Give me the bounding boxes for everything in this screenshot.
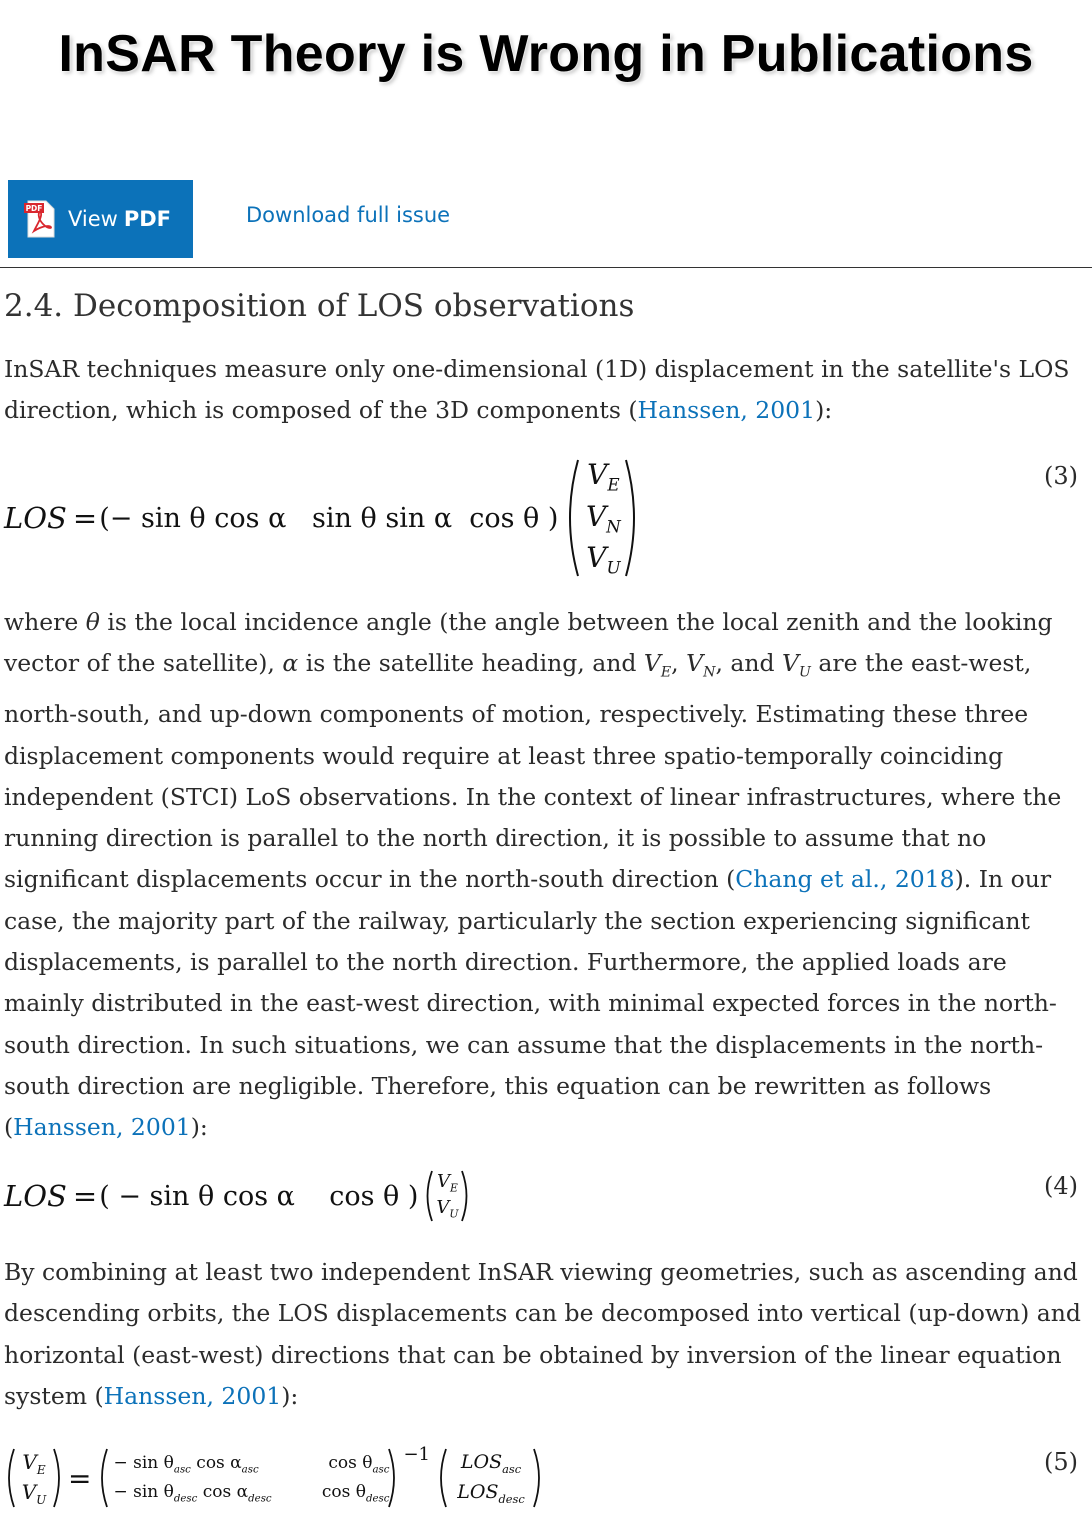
eq5-r2c: cos θ [321,1482,366,1503]
p2-vu: V [782,649,800,678]
eq3-vn-sub: N [606,516,621,537]
eq5-equals: = [68,1461,92,1495]
p2-sep1: , [671,649,687,678]
p1-end: ): [815,396,833,425]
p2-b: is the local incidence angle (the angle between the local zenith and the looking vector of the satellite), [4,608,1053,678]
eq5-los-asc: LOS [460,1450,503,1473]
eq5-r2a-sub: desc [173,1493,198,1505]
eq5-ve-sub: E [36,1462,46,1477]
eq3-ve-sub: E [607,474,620,495]
paragraph-3 [4,1252,1084,1417]
eq3-vu: V [586,541,607,575]
eq5-r1b: cos α [190,1453,242,1474]
p2-a: where [4,608,86,636]
eq3-vu-sub: U [606,557,621,578]
p2-theta: θ [85,608,100,636]
citation-chang-2018[interactable]: Chang et al., 2018 [735,865,955,894]
citation-hanssen-2001[interactable]: Hanssen, 2001 [637,396,816,425]
eq5-r2b: cos α [197,1482,249,1503]
section-title: 2.4. Decomposition of LOS observations [4,288,635,324]
p2-sep2: , and [715,649,783,678]
p2-vu-sub: U [799,664,811,681]
eq4-equals: = [72,1179,98,1213]
view-label: View [68,207,118,231]
eq4-row-vector: ( − sin θ cos α cos θ ) [99,1180,419,1212]
equation-3 [4,456,672,580]
eq3-ve: V [587,458,608,492]
p2-vn-sub: N [703,664,716,681]
eq5-r2a: − sin θ [113,1482,174,1503]
eq4-ve: V [436,1171,450,1193]
eq5-r1a-sub: asc [173,1464,191,1476]
pdf-label: PDF [123,207,172,231]
eq4-column-vector [422,1168,472,1224]
paragraph-2 [4,602,1084,1149]
banner-title: InSAR Theory is Wrong in Publications [58,25,1034,83]
view-pdf-button[interactable] [8,180,193,258]
eq5-lhs-vector [4,1446,64,1510]
p2-d: are the east-west, north-south, and up-down components of motion, respectively. Estimating these three displacement components would require at least three spatio-temporally coinciding independent (STCI) LoS observations. In the context of linear infrastructures, where the running direction is parallel to the north direction, it is possible to assume that no significant displacements occur in the north-south direction ( [4,649,1062,894]
eq5-los-desc: LOS [457,1480,499,1503]
eq4-vu: V [436,1197,450,1219]
eq5-los-asc-sub: asc [502,1461,522,1476]
p2-f: ): [190,1113,208,1142]
p2-vn: V [686,649,704,678]
pdf-icon-text: PDF [25,204,43,213]
p3-text: By combining at least two independent InSAR viewing geometries, such as ascending and descending orbits, the LOS displacements can be decomposed into vertical (up-down) and horizontal (east-west) directions that can be obtained by inversion of the linear equation system ( [4,1258,1081,1410]
equation-3-number: (3) [1044,462,1078,490]
eq3-vn: V [585,499,607,533]
p3-end: ): [281,1381,299,1410]
p2-c: is the satellite heading, and [298,649,644,678]
p1-text: InSAR techniques measure only one-dimensional (1D) displacement in the satellite's LOS direction, which is composed of the 3D components ( [4,355,1070,425]
eq3-equals: = [72,501,98,535]
divider [0,267,1092,268]
eq5-r1c-sub: asc [372,1464,390,1476]
equation-4-number: (4) [1044,1172,1078,1200]
eq5-vu: V [21,1479,37,1504]
eq5-r2b-sub: desc [248,1493,272,1505]
eq3-column-vector [562,456,672,580]
p2-alpha: α [282,649,299,678]
eq5-r1c: cos θ [328,1453,373,1474]
eq5-matrix [95,1446,401,1510]
equation-4 [4,1168,472,1224]
eq4-vu-sub: U [449,1207,459,1221]
equation-5-number: (5) [1044,1448,1078,1476]
download-full-issue-link[interactable]: Download full issue [246,203,451,227]
eq4-lhs: LOS [4,1179,67,1213]
equation-5 [4,1446,546,1510]
p2-ve-sub: E [660,664,672,681]
eq3-lhs: LOS [4,501,67,535]
paragraph-1 [4,349,1084,432]
eq5-r2c-sub: desc [365,1493,390,1505]
citation-hanssen-2001-b[interactable]: Hanssen, 2001 [13,1113,191,1142]
eq5-vu-sub: U [36,1492,47,1507]
eq5-exponent: −1 [403,1444,431,1465]
eq3-row-vector: (− sin θ cos α sin θ sin α cos θ ) [99,502,559,534]
eq5-los-vector [434,1446,546,1510]
p2-ve: V [643,649,661,678]
pdf-file-icon [24,199,58,239]
eq5-los-desc-sub: desc [498,1491,525,1506]
eq5-ve: V [22,1449,37,1474]
eq4-ve-sub: E [449,1181,458,1195]
eq5-r1b-sub: asc [241,1464,259,1476]
eq5-r1a: − sin θ [113,1453,174,1474]
citation-hanssen-2001-c[interactable]: Hanssen, 2001 [103,1381,282,1410]
p2-e: ). In our case, the majority part of the railway, particularly the section experiencing significant displacements, is parallel to the north direction. Furthermore, the applied loads are mainly distributed in the east-west direction, with minimal expected forces in the north-south direction. In such situations, we can assume that the displacements in the north-south direction are negligible. Therefore, this equation can be rewritten as follows ( [4,865,1057,1142]
